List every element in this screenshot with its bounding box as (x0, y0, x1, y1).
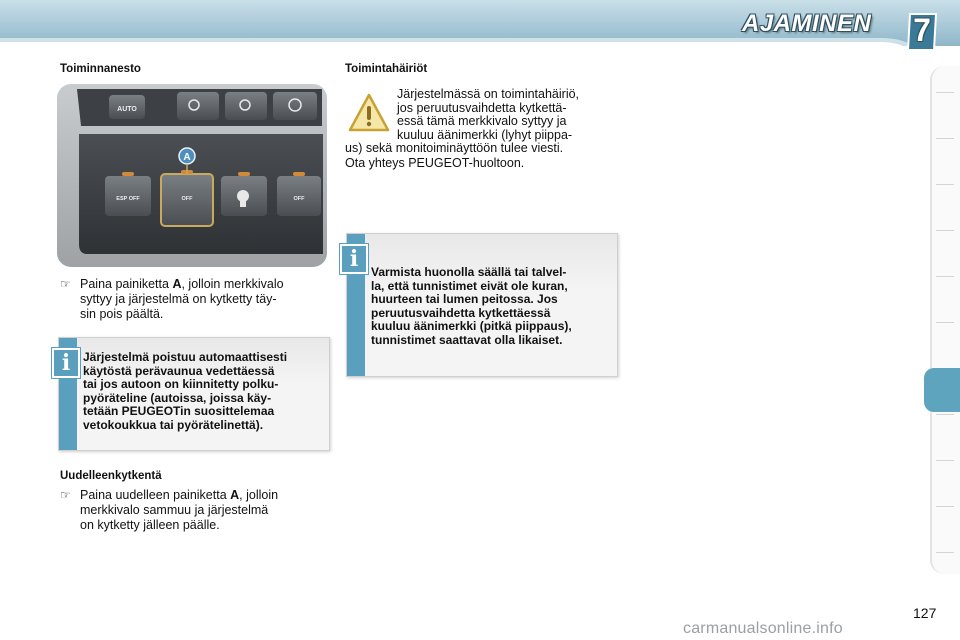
callout-label-a: A (183, 152, 191, 163)
bullet-text-line: syttyy ja järjestelmä on kytketty täy- (80, 292, 277, 306)
tab-divider (936, 92, 954, 93)
info-line: la, että tunnistimet eivät ole kuran, (371, 278, 568, 293)
fault-line: us) sekä monitoiminäyttöön tulee viesti. (345, 141, 564, 155)
section-heading-faults: Toimintahäiriöt (345, 63, 428, 75)
info-line: tunnistimet saattavat olla likaiset. (371, 332, 563, 347)
info-line: peruutusvaihdetta kytkettäessä (371, 305, 551, 320)
bullet-text-part: Paina uudelleen painiketta (80, 488, 231, 502)
tab-divider (936, 506, 954, 507)
info-box-text (371, 266, 611, 347)
bullet-text-line: merkkivalo sammuu ja järjestelmä (80, 503, 269, 517)
bullet-text (80, 488, 330, 533)
tab-divider (936, 460, 954, 461)
switch-label-esp-off: ESP OFF (116, 196, 140, 202)
chapter-number: 7 (913, 12, 931, 48)
tab-strip-background (930, 66, 960, 574)
bullet-text-key: A (172, 277, 182, 291)
bullet-text-part: , jolloin (239, 488, 279, 502)
fault-line: Järjestelmässä on toimintahäiriö, (397, 87, 580, 101)
tab-divider (936, 184, 954, 185)
bullet-text-line: on kytketty jälleen päälle. (80, 518, 220, 532)
page-number: 127 (913, 605, 937, 621)
info-line: käytöstä perävaunua vedettäessä (83, 363, 275, 378)
bullet-text-key: A (230, 488, 240, 502)
tab-divider (936, 138, 954, 139)
contact-dealer-text: Ota yhteys PEUGEOT-huoltoon. (345, 156, 525, 170)
switch-label-auto: AUTO (117, 106, 137, 113)
fault-line: kuuluu äänimerkki (lyhyt piippa- (397, 127, 573, 142)
chapter-tab-strip (924, 66, 960, 576)
pointing-hand-icon: ☞ (60, 277, 71, 291)
info-line: tai jos autoon on kiinnitetty polku- (83, 377, 279, 391)
tab-divider (936, 276, 954, 277)
info-line: Järjestelmä poistuu automaattisesti (83, 350, 288, 364)
chapter-title: AJAMINEN (742, 10, 872, 37)
switch-label-off-a: OFF (181, 196, 193, 202)
header-swoosh (0, 36, 960, 50)
tab-divider (936, 552, 954, 553)
info-icon: i (52, 348, 80, 378)
bullet-text-part: Paina painiketta (80, 277, 173, 291)
switch-label-off-b: OFF (293, 196, 305, 202)
fault-line: essä tämä merkkivalo syttyy ja (397, 114, 567, 128)
bullet-text-part: , jolloin merkkivalo (181, 277, 284, 291)
info-box-sensors (346, 233, 618, 377)
info-icon: i (340, 244, 368, 274)
dashboard-switch-panel-photo (57, 84, 327, 267)
bullet-text-line: sin pois päältä. (80, 307, 164, 321)
info-box-text (83, 351, 323, 432)
instruction-bullet-disable (60, 277, 330, 325)
bullet-text (80, 277, 330, 322)
watermark-text: carmanualsonline.info (683, 620, 843, 637)
info-line: kuuluu äänimerkki (pitkä piippaus), (371, 319, 572, 333)
fault-line: jos peruutusvaihdetta kytkettä- (397, 100, 567, 115)
info-line: huurteen tai lumen peitossa. Jos (371, 292, 558, 306)
tab-divider (936, 414, 954, 415)
section-heading-reactivation: Uudelleenkytkentä (60, 470, 162, 482)
info-line: vetokoukkua tai pyörätelinettä). (83, 417, 264, 432)
info-box-trailer (58, 337, 330, 451)
pointing-hand-icon: ☞ (60, 488, 71, 502)
info-line: Varmista huonolla säällä tai talvel- (371, 265, 567, 279)
tab-divider (936, 322, 954, 323)
active-chapter-tab[interactable] (924, 368, 960, 412)
info-line: tetään PEUGEOTin suosittelemaa (83, 404, 275, 418)
info-line: pyöräteline (autoissa, joissa käy- (83, 390, 272, 405)
section-heading-operation: Toiminnanesto (60, 63, 141, 75)
chapter-number-badge (906, 12, 938, 52)
tab-divider (936, 230, 954, 231)
instruction-bullet-reactivate (60, 488, 330, 536)
